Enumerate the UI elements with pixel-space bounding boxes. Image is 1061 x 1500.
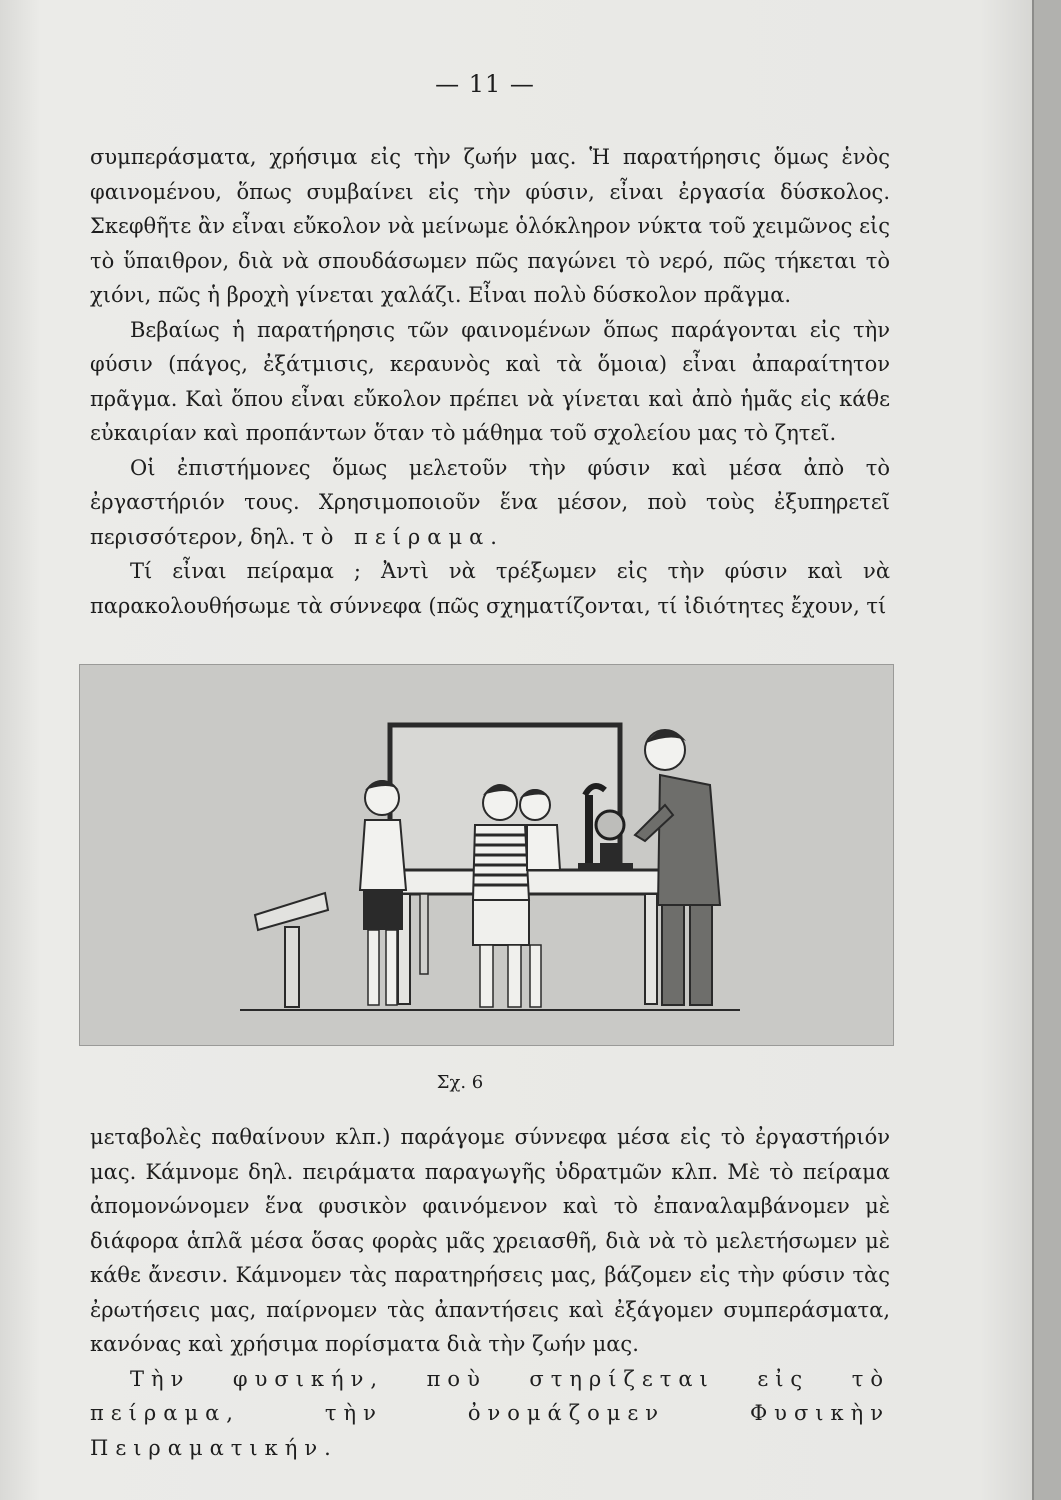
paragraph: μεταβολὲς παθαίνουν κλπ.) παράγομε σύννεφα μέσα εἰς τὸ ἐργαστήριόν μας. Κάμνομε δηλ. πειράματα παραγωγῆς ὑδρατμῶν κλπ. Μὲ τὸ πείραμα ἀπομονώνομεν ἕνα φυσικὸν φαινόμενον καὶ τὸ ἐπαναλαμβάνομεν μὲ διάφορα ἁπλᾶ μέσα ὅσας φορὰς μᾶς χρειασθῆ, διὰ νὰ τὸ μελετήσωμεν μὲ κάθε ἄνεσιν. Κάμνομεν τὰς παρατηρήσεις μας, βάζομεν εἰς τὴν φύσιν τὰς ἐρωτήσεις μας, παίρνομεν τὰς ἀπαντήσεις καὶ ἐξάγομεν συμπεράσματα, κανόνας καὶ χρήσιμα πορίσματα διὰ τὴν ζωήν μας. xyxy=(90,1125,890,1356)
figure-illustration xyxy=(79,664,894,1046)
closing-paragraph: Τὴν φυσικήν, ποὺ στηρίζεται εἰς τὸ πείραμα, τὴν ὀνομάζομεν Φυσικὴν Πειραματικήν. xyxy=(90,1366,890,1460)
lectern xyxy=(255,893,328,930)
emphasized-term: τὸ πείραμα. xyxy=(302,524,504,549)
paragraph xyxy=(90,451,890,555)
page-fold-line xyxy=(1032,0,1034,1500)
paragraph: συμπεράσματα, χρήσιμα εἰς τὴν ζωήν μας. Ἡ παρατήρησις ὅμως ἑνὸς φαινομένου, ὅπως συμβαίνει εἰς τὴν φύσιν, εἶναι ἐργασία δύσκολος. Σκεφθῆτε ἂν εἶναι εὔκολον νὰ μείνωμε ὁλόκληρον νύκτα τοῦ χειμῶνος εἰς τὸ ὕπαιθρον, διὰ νὰ σπουδάσωμεν πῶς παγώνει τὸ νερό, πῶς τήκεται τὸ χιόνι, πῶς ἡ βροχὴ γίνεται χαλάζι. Εἶναι πολὺ δύσκολον πρᾶγμα. xyxy=(90,145,890,307)
figure-caption: Σχ. 6 xyxy=(436,1072,484,1093)
text-block-top xyxy=(90,140,890,623)
flask xyxy=(596,811,624,839)
page-shadow-edge xyxy=(1033,0,1061,1500)
page-number: — 11 — xyxy=(435,70,535,98)
apparatus-stand xyxy=(585,795,593,870)
lab-table xyxy=(390,870,680,894)
paragraph: Βεβαίως ἡ παρατήρησις τῶν φαινομένων ὅπως παράγονται εἰς τὴν φύσιν (πάγος, ἐξάτμισις, κεραυνὸς καὶ τὰ ὅμοια) εἶναι ἀπαραίτητον πρᾶγμα. Καὶ ὅπου εἶναι εὔκολον πρέπει νὰ γίνεται καὶ ἀπὸ ἡμᾶς εἰς κάθε εὐκαιρίαν καὶ προπάντων ὅταν τὸ μάθημα τοῦ σχολείου μας τὸ ζητεῖ. xyxy=(90,317,890,445)
text-block-bottom xyxy=(90,1120,890,1465)
paragraph: Τί εἶναι πείραμα ; Ἀντὶ νὰ τρέξωμεν εἰς τὴν φύσιν καὶ νὰ παρακολουθήσωμε τὰ σύννεφα (πῶς σχηματίζονται, τί ἰδιότητες ἔχουν, τί xyxy=(90,559,890,618)
paragraph-text: Οἱ ἐπιστήμονες ὅμως μελετοῦν τὴν φύσιν καὶ μέσα ἀπὸ τὸ ἐργαστήριόν τους. Χρησιμοποιοῦν ἕνα μέσον, ποὺ τοὺς ἐξυπηρετεῖ περισσότερον, δηλ. xyxy=(90,455,890,549)
